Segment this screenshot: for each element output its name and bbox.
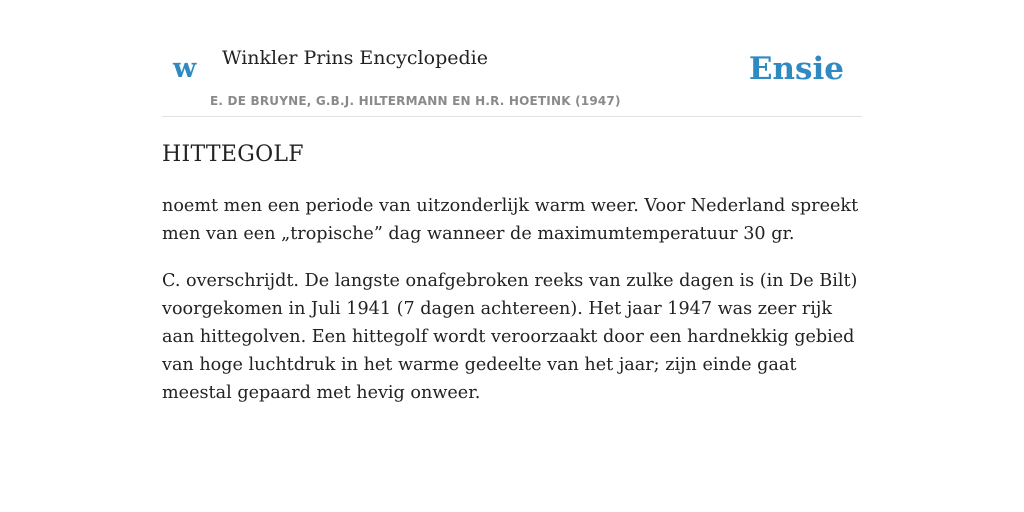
article-paragraph-2: C. overschrijdt. De langste onafgebroken reeks van zulke dagen is (in De Bilt) voorgekomen in Juli 1941 (7 dagen achtereen). Het jaar 1947 was zeer rijk aan hittegolven. Een hittegolf wordt veroorzaakt door een hardnekkig gebied van hoge luchtdruk in het warme gedeelte van het jaar; zijn einde gaat meestal gepaard met hevig onweer. bbox=[162, 271, 858, 403]
source-authors: E. DE BRUYNE, G.B.J. HILTERMANN EN H.R. HOETINK (1947) bbox=[210, 94, 621, 108]
source-logo-icon[interactable]: w bbox=[173, 53, 197, 84]
page bbox=[162, 0, 862, 512]
source-header bbox=[162, 0, 862, 117]
article-paragraph-1: noemt men een periode van uitzonderlijk warm weer. Voor Nederland spreekt men van een „tropische” dag wanneer de maximumtemperatuur 30 gr. bbox=[162, 196, 859, 244]
article-body bbox=[162, 192, 862, 426]
source-title-link[interactable]: Winkler Prins Encyclopedie bbox=[222, 47, 488, 69]
ensie-logo[interactable]: Ensie bbox=[748, 51, 844, 87]
article-title: HITTEGOLF bbox=[162, 142, 304, 167]
